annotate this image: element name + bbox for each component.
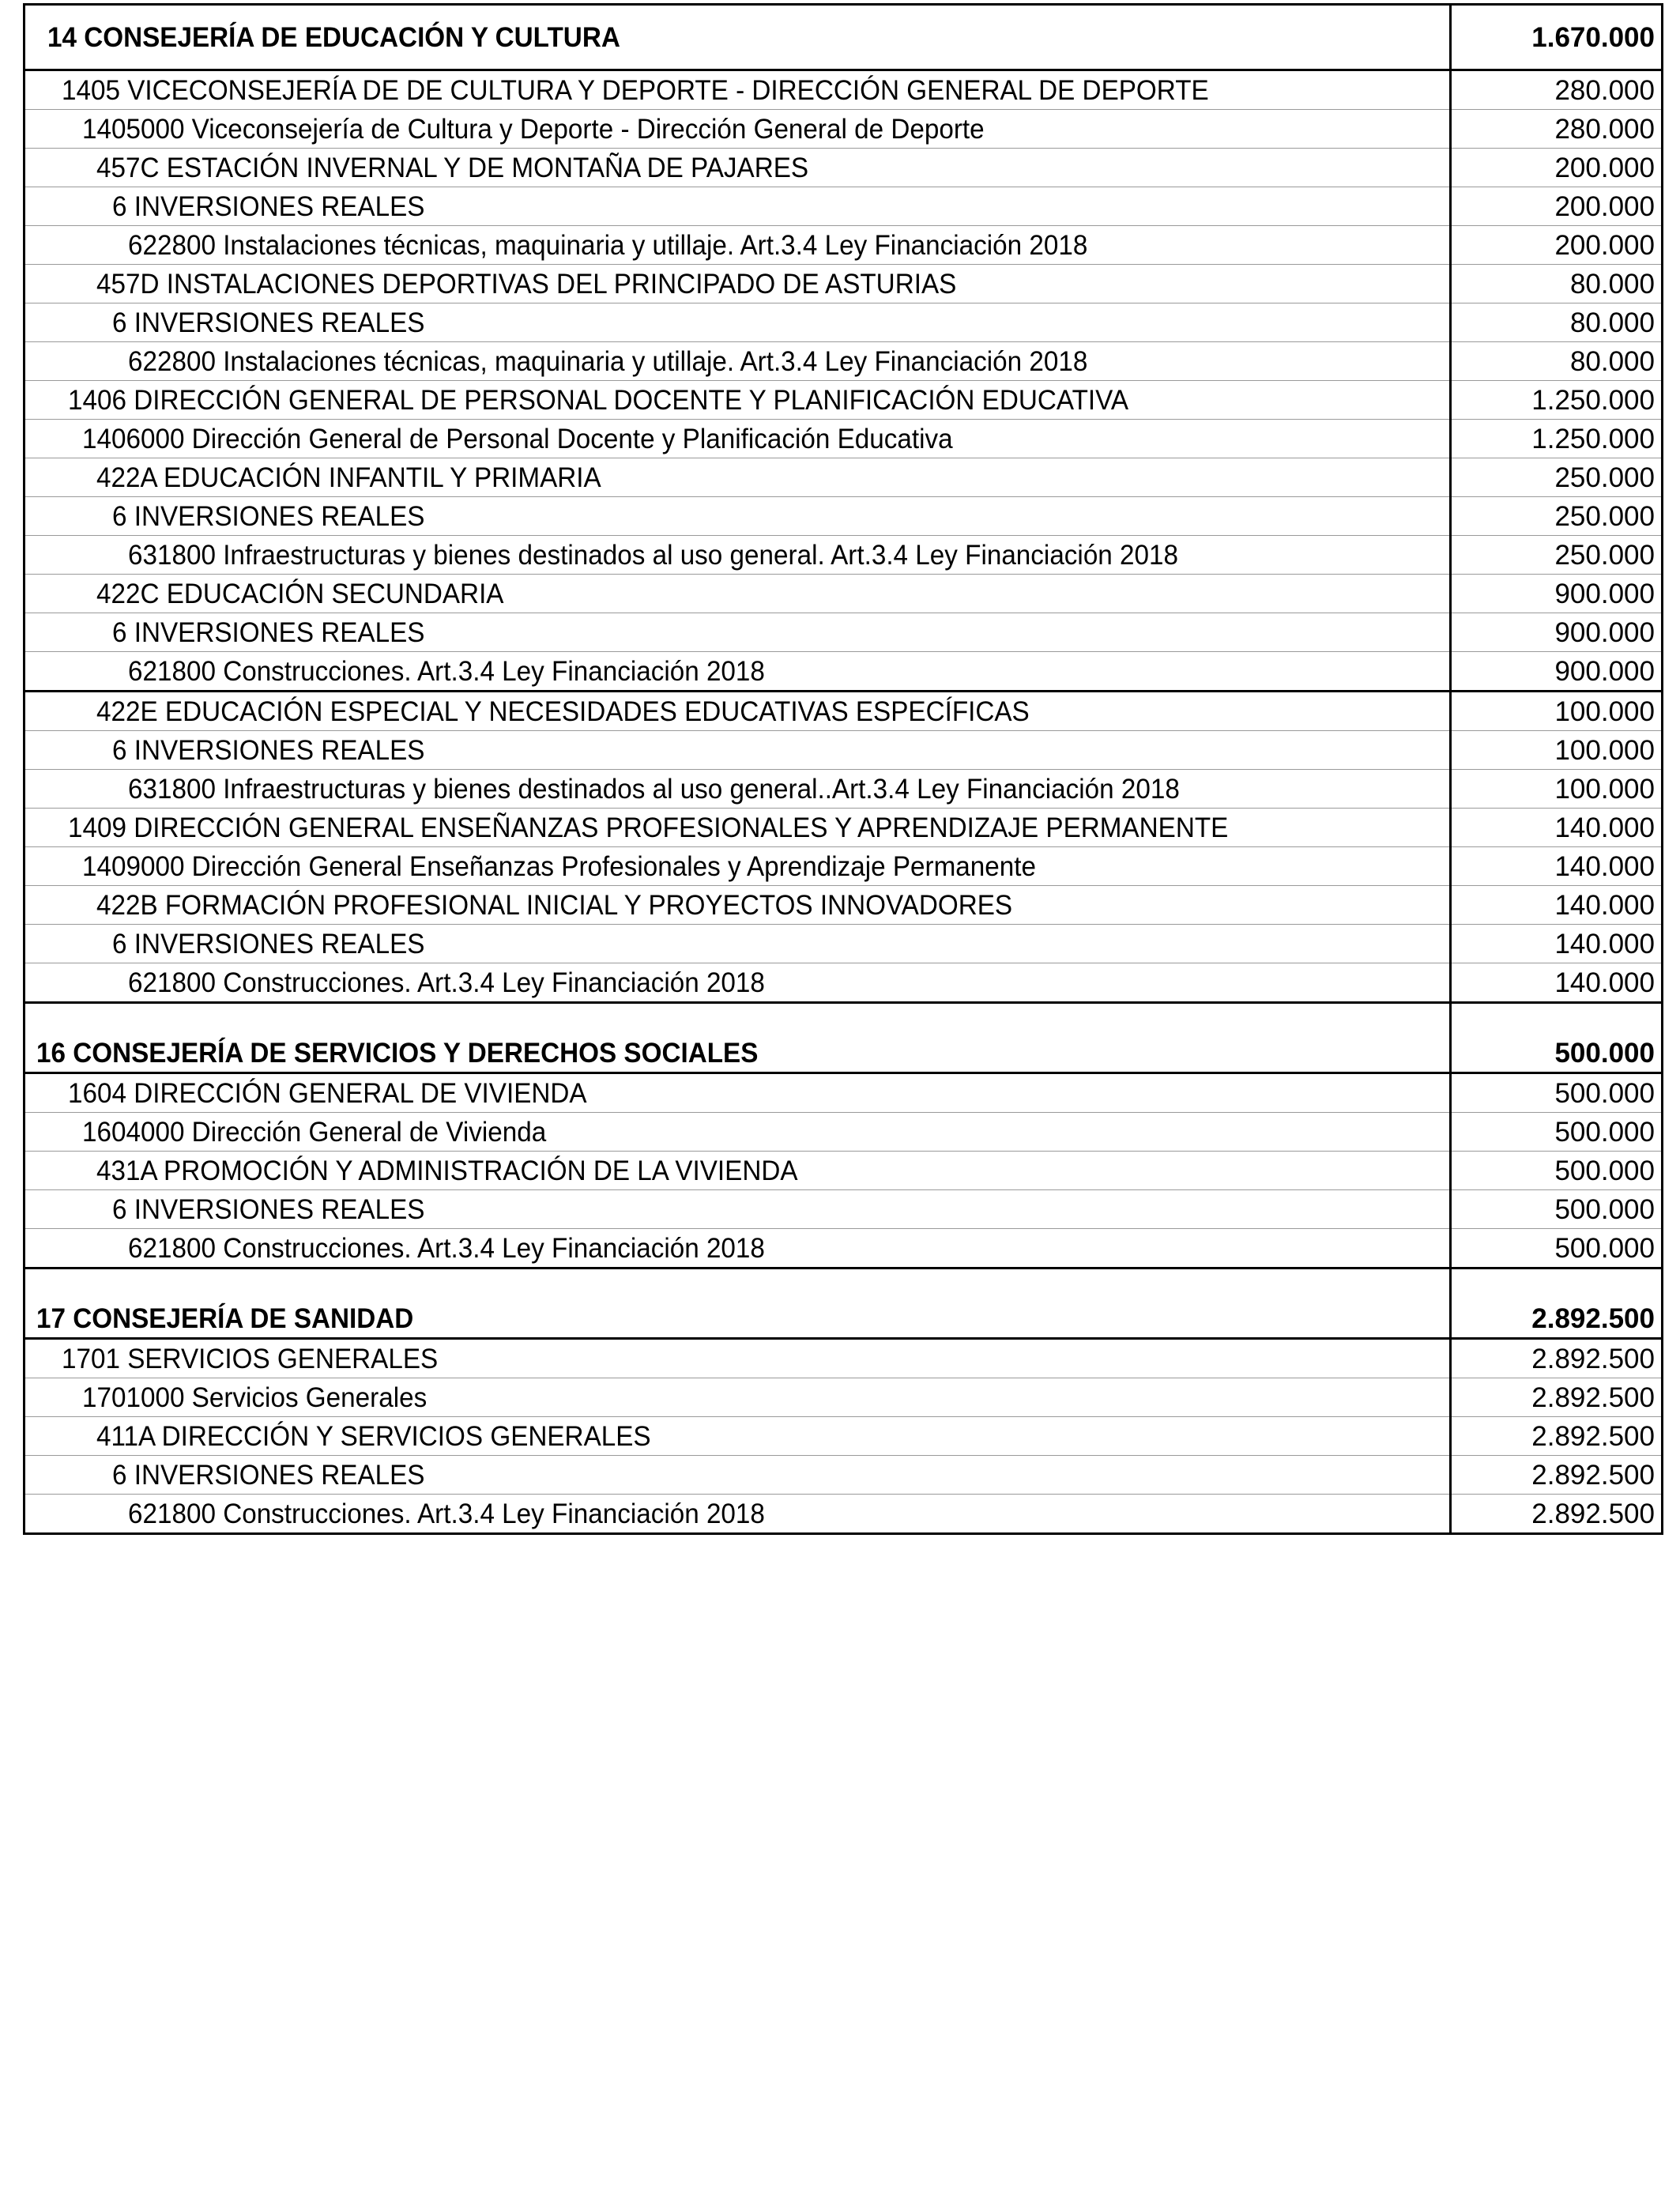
table-row <box>24 497 1663 536</box>
row-amount: 1.250.000 <box>1451 381 1663 420</box>
row-description: 457D INSTALACIONES DEPORTIVAS DEL PRINCIPADO DE ASTURIAS <box>24 265 1451 303</box>
row-description: 411A DIRECCIÓN Y SERVICIOS GENERALES <box>24 1417 1451 1456</box>
row-amount: 2.892.500 <box>1451 1495 1663 1534</box>
budget-table <box>23 3 1663 1535</box>
table-row <box>24 1073 1663 1113</box>
row-description: 621800 Construcciones. Art.3.4 Ley Financiación 2018 <box>24 963 1451 1003</box>
row-amount: 100.000 <box>1451 692 1663 731</box>
row-amount: 100.000 <box>1451 770 1663 809</box>
row-description: 6 INVERSIONES REALES <box>24 1190 1451 1229</box>
row-amount: 500.000 <box>1451 1113 1663 1152</box>
row-description: 1405000 Viceconsejería de Cultura y Deporte - Dirección General de Deporte <box>24 110 1451 149</box>
row-description: 1701 SERVICIOS GENERALES <box>24 1339 1451 1378</box>
row-description: 1405 VICECONSEJERÍA DE DE CULTURA Y DEPORTE - DIRECCIÓN GENERAL DE DEPORTE <box>24 70 1451 110</box>
row-description: 6 INVERSIONES REALES <box>24 187 1451 226</box>
row-amount: 250.000 <box>1451 497 1663 536</box>
row-description: 621800 Construcciones. Art.3.4 Ley Financiación 2018 <box>24 652 1451 692</box>
row-amount: 500.000 <box>1451 1003 1663 1073</box>
row-description: 6 INVERSIONES REALES <box>24 731 1451 770</box>
row-amount: 900.000 <box>1451 613 1663 652</box>
row-description: 16 CONSEJERÍA DE SERVICIOS Y DERECHOS SOCIALES <box>24 1003 1451 1073</box>
row-amount: 500.000 <box>1451 1152 1663 1190</box>
table-row <box>24 731 1663 770</box>
row-amount: 900.000 <box>1451 652 1663 692</box>
table-row <box>24 1229 1663 1269</box>
row-description: 6 INVERSIONES REALES <box>24 1456 1451 1495</box>
row-amount: 500.000 <box>1451 1229 1663 1269</box>
row-amount: 140.000 <box>1451 847 1663 886</box>
row-description: 6 INVERSIONES REALES <box>24 613 1451 652</box>
table-row <box>24 692 1663 731</box>
table-row <box>24 226 1663 265</box>
table-row <box>24 809 1663 847</box>
row-description: 631800 Infraestructuras y bienes destinados al uso general..Art.3.4 Ley Financiación 2018 <box>24 770 1451 809</box>
row-description: 621800 Construcciones. Art.3.4 Ley Financiación 2018 <box>24 1495 1451 1534</box>
row-amount: 140.000 <box>1451 925 1663 963</box>
row-amount: 200.000 <box>1451 149 1663 187</box>
table-row <box>24 1495 1663 1534</box>
row-amount: 200.000 <box>1451 187 1663 226</box>
row-description: 457C ESTACIÓN INVERNAL Y DE MONTAÑA DE PAJARES <box>24 149 1451 187</box>
row-amount: 1.250.000 <box>1451 420 1663 458</box>
row-description: 1406000 Dirección General de Personal Docente y Planificación Educativa <box>24 420 1451 458</box>
row-amount: 2.892.500 <box>1451 1378 1663 1417</box>
section-row <box>24 1269 1663 1339</box>
row-amount: 900.000 <box>1451 575 1663 613</box>
row-description: 1604000 Dirección General de Vivienda <box>24 1113 1451 1152</box>
row-amount: 140.000 <box>1451 809 1663 847</box>
table-row <box>24 1339 1663 1378</box>
row-description: 6 INVERSIONES REALES <box>24 497 1451 536</box>
row-amount: 500.000 <box>1451 1073 1663 1113</box>
row-description: 6 INVERSIONES REALES <box>24 925 1451 963</box>
table-row <box>24 70 1663 110</box>
table-row <box>24 110 1663 149</box>
row-amount: 2.892.500 <box>1451 1417 1663 1456</box>
table-row <box>24 575 1663 613</box>
table-row <box>24 886 1663 925</box>
row-description: 621800 Construcciones. Art.3.4 Ley Financiación 2018 <box>24 1229 1451 1269</box>
table-row <box>24 381 1663 420</box>
row-amount: 80.000 <box>1451 265 1663 303</box>
table-row <box>24 847 1663 886</box>
table-row <box>24 420 1663 458</box>
row-description: 1409000 Dirección General Enseñanzas Profesionales y Aprendizaje Permanente <box>24 847 1451 886</box>
row-amount: 80.000 <box>1451 342 1663 381</box>
row-amount: 2.892.500 <box>1451 1456 1663 1495</box>
row-amount: 500.000 <box>1451 1190 1663 1229</box>
row-description: 17 CONSEJERÍA DE SANIDAD <box>24 1269 1451 1339</box>
row-amount: 140.000 <box>1451 886 1663 925</box>
row-amount: 2.892.500 <box>1451 1339 1663 1378</box>
row-description: 1409 DIRECCIÓN GENERAL ENSEÑANZAS PROFESIONALES Y APRENDIZAJE PERMANENTE <box>24 809 1451 847</box>
row-description: 422B FORMACIÓN PROFESIONAL INICIAL Y PROYECTOS INNOVADORES <box>24 886 1451 925</box>
table-row <box>24 1417 1663 1456</box>
table-row <box>24 1378 1663 1417</box>
section-row <box>24 5 1663 70</box>
row-amount: 1.670.000 <box>1451 5 1663 70</box>
row-description: 1701000 Servicios Generales <box>24 1378 1451 1417</box>
row-description: 622800 Instalaciones técnicas, maquinaria y utillaje. Art.3.4 Ley Financiación 2018 <box>24 226 1451 265</box>
table-row <box>24 1152 1663 1190</box>
row-description: 422E EDUCACIÓN ESPECIAL Y NECESIDADES EDUCATIVAS ESPECÍFICAS <box>24 692 1451 731</box>
table-row <box>24 1456 1663 1495</box>
table-row <box>24 652 1663 692</box>
table-row <box>24 342 1663 381</box>
table-row <box>24 149 1663 187</box>
table-row <box>24 1113 1663 1152</box>
table-row <box>24 303 1663 342</box>
row-description: 422C EDUCACIÓN SECUNDARIA <box>24 575 1451 613</box>
table-row <box>24 925 1663 963</box>
table-row <box>24 187 1663 226</box>
table-row <box>24 536 1663 575</box>
row-amount: 100.000 <box>1451 731 1663 770</box>
table-row <box>24 963 1663 1003</box>
row-description: 1406 DIRECCIÓN GENERAL DE PERSONAL DOCENTE Y PLANIFICACIÓN EDUCATIVA <box>24 381 1451 420</box>
table-row <box>24 770 1663 809</box>
row-amount: 2.892.500 <box>1451 1269 1663 1339</box>
row-description: 422A EDUCACIÓN INFANTIL Y PRIMARIA <box>24 458 1451 497</box>
table-row <box>24 613 1663 652</box>
row-amount: 250.000 <box>1451 536 1663 575</box>
section-row <box>24 1003 1663 1073</box>
row-description: 431A PROMOCIÓN Y ADMINISTRACIÓN DE LA VIVIENDA <box>24 1152 1451 1190</box>
table-row <box>24 458 1663 497</box>
table-row <box>24 265 1663 303</box>
row-amount: 250.000 <box>1451 458 1663 497</box>
row-description: 622800 Instalaciones técnicas, maquinaria y utillaje. Art.3.4 Ley Financiación 2018 <box>24 342 1451 381</box>
row-description: 631800 Infraestructuras y bienes destinados al uso general. Art.3.4 Ley Financiación 2018 <box>24 536 1451 575</box>
row-amount: 280.000 <box>1451 70 1663 110</box>
row-amount: 280.000 <box>1451 110 1663 149</box>
table-row <box>24 1190 1663 1229</box>
row-description: 14 CONSEJERÍA DE EDUCACIÓN Y CULTURA <box>24 5 1451 70</box>
row-description: 1604 DIRECCIÓN GENERAL DE VIVIENDA <box>24 1073 1451 1113</box>
row-amount: 140.000 <box>1451 963 1663 1003</box>
row-amount: 80.000 <box>1451 303 1663 342</box>
row-amount: 200.000 <box>1451 226 1663 265</box>
row-description: 6 INVERSIONES REALES <box>24 303 1451 342</box>
